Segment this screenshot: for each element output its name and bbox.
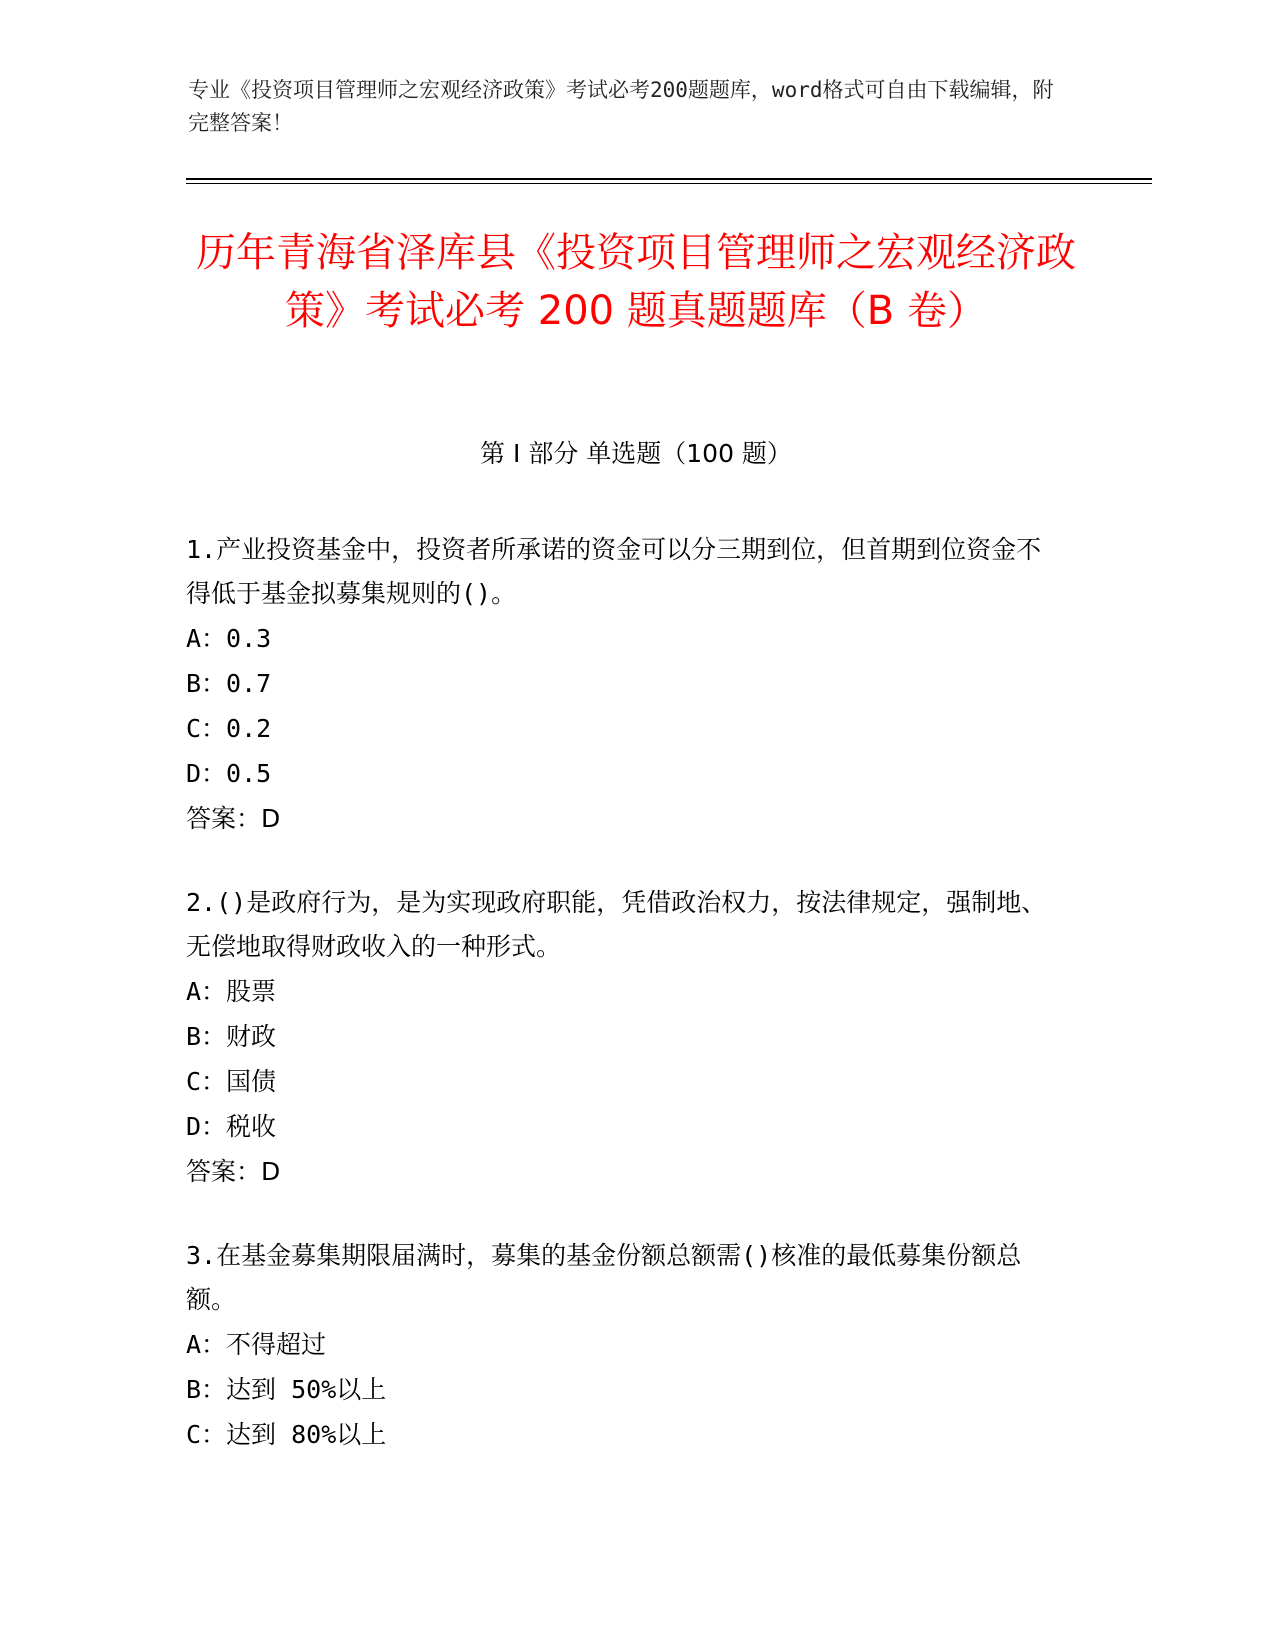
option-b: B：达到 50%以上 xyxy=(186,1375,387,1404)
header-rule xyxy=(186,178,1152,184)
option-c: C：国债 xyxy=(186,1067,277,1096)
answer: 答案：D xyxy=(186,1157,281,1186)
question-2 xyxy=(186,881,1066,1194)
question-list xyxy=(186,528,1066,1497)
question-stem: 3.在基金募集期限届满时，募集的基金份额总额需()核准的最低募集份额总额。 xyxy=(186,1241,1022,1314)
option-c: C：达到 80%以上 xyxy=(186,1420,387,1449)
option-b: B：0.7 xyxy=(186,669,272,698)
question-3 xyxy=(186,1234,1066,1457)
question-stem: 1.产业投资基金中，投资者所承诺的资金可以分三期到位，但首期到位资金不得低于基金拟募集规则的()。 xyxy=(186,535,1042,608)
question-1 xyxy=(186,528,1066,841)
option-a: A：股票 xyxy=(186,977,277,1006)
option-d: D：税收 xyxy=(186,1112,277,1141)
header-note: 专业《投资项目管理师之宏观经济政策》考试必考200题题库，word格式可自由下载编辑，附完整答案！ xyxy=(188,78,1054,135)
option-a: A：不得超过 xyxy=(186,1330,327,1359)
section-title: 第 I 部分 单选题（100 题） xyxy=(480,439,792,468)
option-b: B：财政 xyxy=(186,1022,277,1051)
option-c: C：0.2 xyxy=(186,714,272,743)
option-d: D：0.5 xyxy=(186,759,272,788)
option-a: A：0.3 xyxy=(186,624,272,653)
question-stem: 2.()是政府行为，是为实现政府职能，凭借政治权力，按法律规定，强制地、无偿地取得财政收入的一种形式。 xyxy=(186,888,1047,961)
answer: 答案：D xyxy=(186,804,281,833)
document-title: 历年青海省泽库县《投资项目管理师之宏观经济政策》考试必考 200 题真题题库（B 卷） xyxy=(196,230,1076,334)
